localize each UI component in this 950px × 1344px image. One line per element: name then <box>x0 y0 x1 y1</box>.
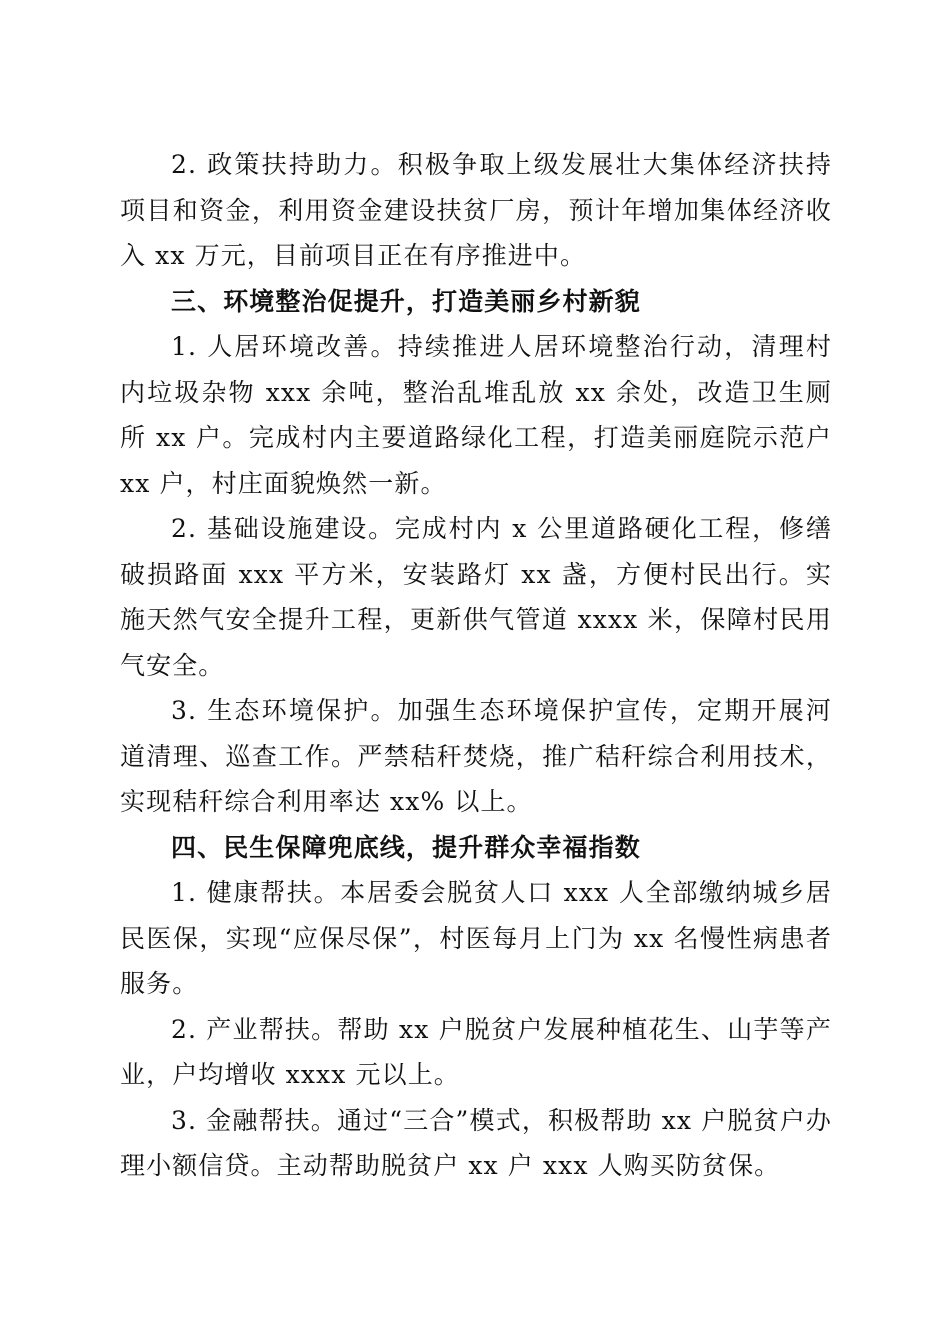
paragraph-living-environment: 1. 人居环境改善。持续推进人居环境整治行动，清理村内垃圾杂物 xxx 余吨，整治乱堆乱放 xx 余处，改造卫生厕所 xx 户。完成村内主要道路绿化工程，打造美丽庭院示范户 xx 户，村庄面貌焕然一新。 <box>120 332 832 498</box>
paragraph-health-assistance: 1. 健康帮扶。本居委会脱贫人口 xxx 人全部缴纳城乡居民医保，实现“应保尽保”，村医每月上门为 xx 名慢性病患者服务。 <box>120 878 832 998</box>
section-heading-livelihood: 四、民生保障兜底线，提升群众幸福指数 <box>171 832 641 862</box>
section-heading-environment: 三、环境整治促提升，打造美丽乡村新貌 <box>171 286 641 316</box>
paragraph-ecology-protection: 3. 生态环境保护。加强生态环境保护宣传，定期开展河道清理、巡查工作。严禁秸秆焚烧，推广秸秆综合利用技术，实现秸秆综合利用率达 xx% 以上。 <box>120 696 832 816</box>
paragraph-finance-assistance: 3. 金融帮扶。通过“三合”模式，积极帮助 xx 户脱贫户办理小额信贷。主动帮助脱贫户 xx 户 xxx 人购买防贫保。 <box>120 1105 832 1180</box>
paragraph-policy-support: 2. 政策扶持助力。积极争取上级发展壮大集体经济扶持项目和资金，利用资金建设扶贫厂房，预计年增加集体经济收入 xx 万元，目前项目正在有序推进中。 <box>120 150 832 270</box>
paragraph-infrastructure: 2. 基础设施建设。完成村内 x 公里道路硬化工程，修缮破损路面 xxx 平方米，安装路灯 xx 盏，方便村民出行。实施天然气安全提升工程，更新供气管道 xxxx 米，保障村民用气安全。 <box>120 514 832 680</box>
document-page <box>120 142 832 1189</box>
paragraph-industry-assistance: 2. 产业帮扶。帮助 xx 户脱贫户发展种植花生、山芋等产业，户均增收 xxxx 元以上。 <box>120 1014 832 1089</box>
